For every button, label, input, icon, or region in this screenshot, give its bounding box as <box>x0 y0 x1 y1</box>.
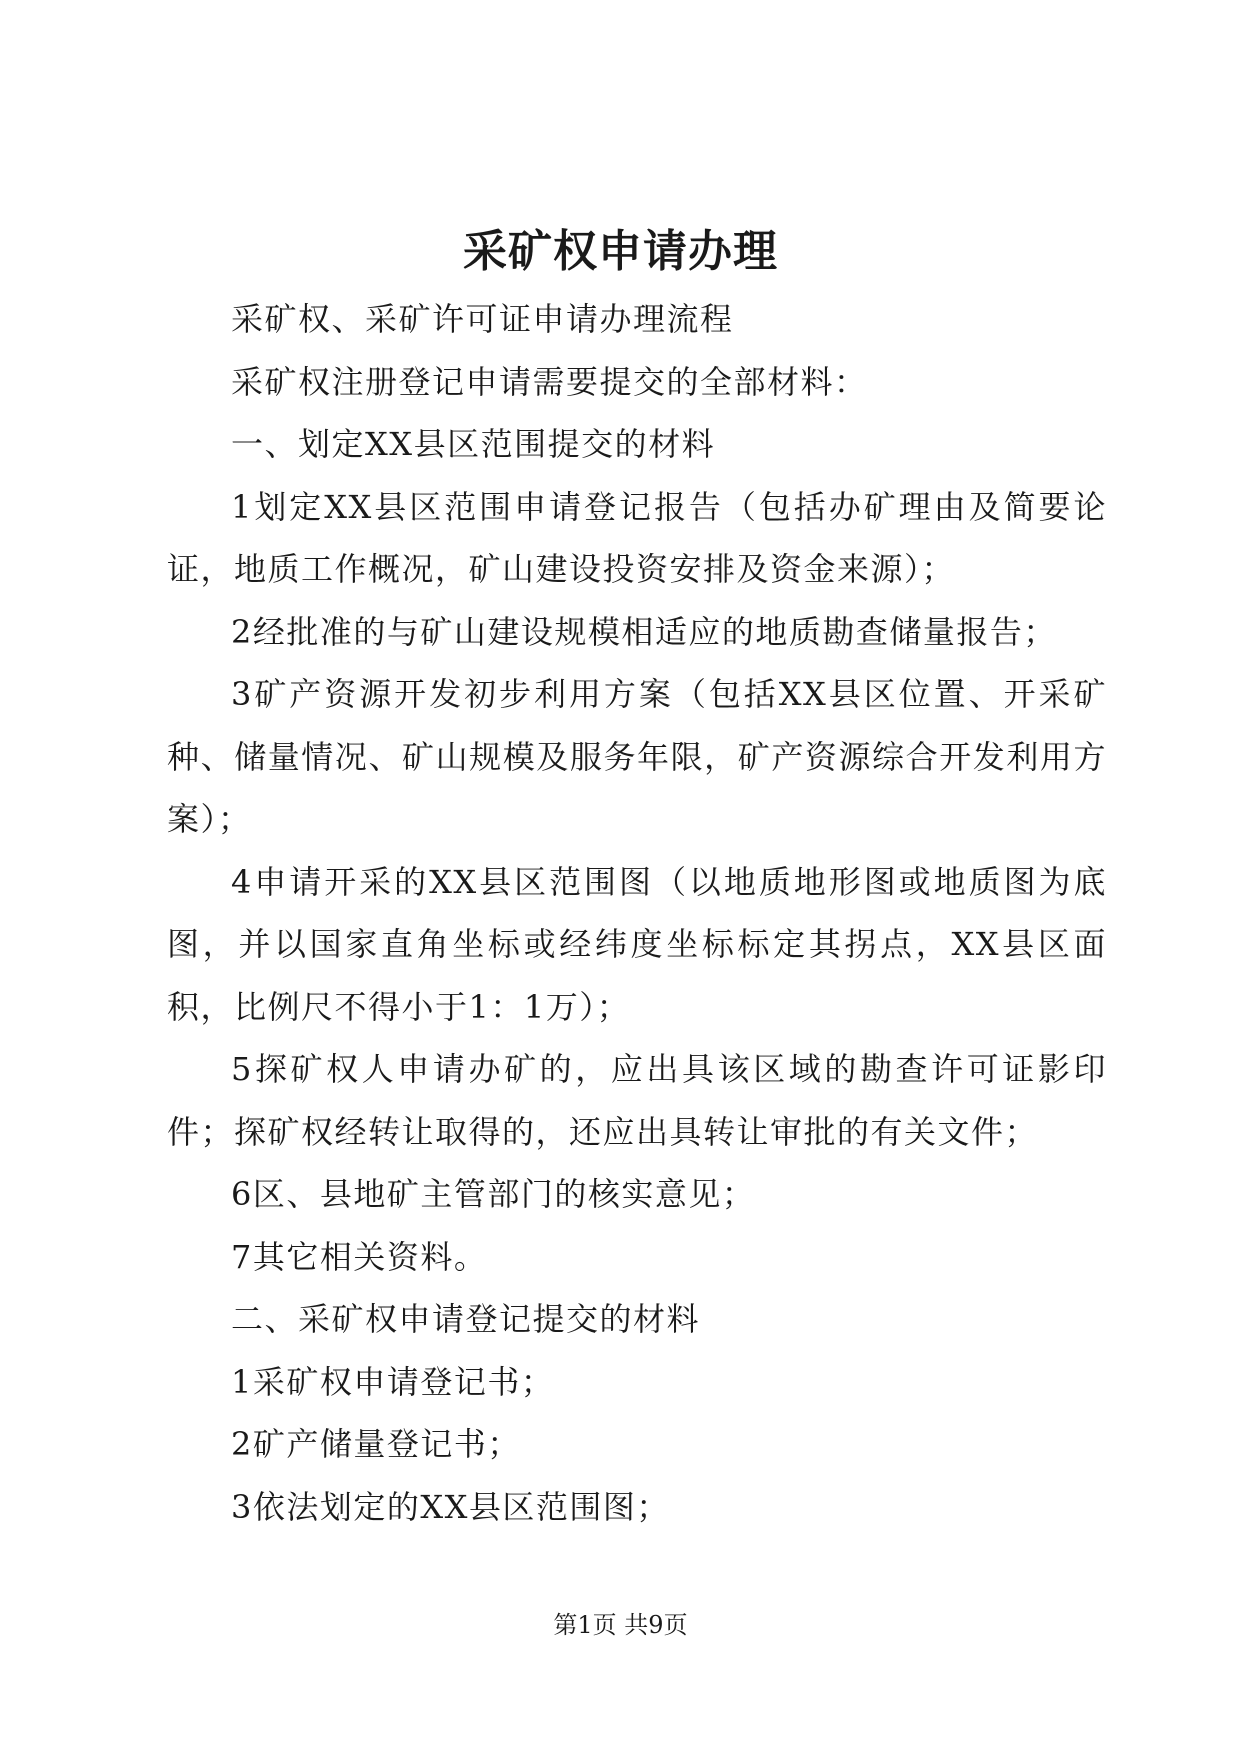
list-item: 5探矿权人申请办矿的，应出具该区域的勘查许可证影印件；探矿权经转让取得的，还应出具转让审批的有关文件； <box>167 1050 1107 1151</box>
document-title: 采矿权申请办理 <box>463 226 778 277</box>
list-item: 2经批准的与矿山建设规模相适应的地质勘查储量报告； <box>231 612 1057 651</box>
list-item: 6区、县地矿主管部门的核实意见； <box>231 1175 756 1213</box>
paragraph: 采矿权注册登记申请需要提交的全部材料： <box>231 362 868 401</box>
list-item: 7其它相关资料。 <box>231 1237 488 1276</box>
list-item: 4申请开采的XX县区范围图（以地质地形图或地质图为底图，并以国家直角坐标或经纬度坐标标定其拐点，XX县区面积，比例尺不得小于1：1万）； <box>167 862 1107 1026</box>
list-item: 1划定XX县区范围申请登记报告（包括办矿理由及简要论证，地质工作概况，矿山建设投资安排及资金来源）； <box>167 487 1107 588</box>
section-heading: 一、划定XX县区范围提交的材料 <box>231 425 716 463</box>
list-item: 2矿产储量登记书； <box>231 1425 521 1463</box>
document-body <box>167 288 1107 1538</box>
list-item: 3矿产资源开发初步利用方案（包括XX县区位置、开采矿种、储量情况、矿山规模及服务年限，矿产资源综合开发利用方案）； <box>167 675 1107 838</box>
list-item: 1采矿权申请登记书； <box>231 1362 555 1401</box>
paragraph: 采矿权、采矿许可证申请办理流程 <box>231 300 734 338</box>
section-heading: 二、采矿权申请登记提交的材料 <box>231 1300 701 1338</box>
page-number-footer: 第1页 共9页 <box>553 1611 688 1639</box>
list-item: 3依法划定的XX县区范围图； <box>231 1487 670 1526</box>
